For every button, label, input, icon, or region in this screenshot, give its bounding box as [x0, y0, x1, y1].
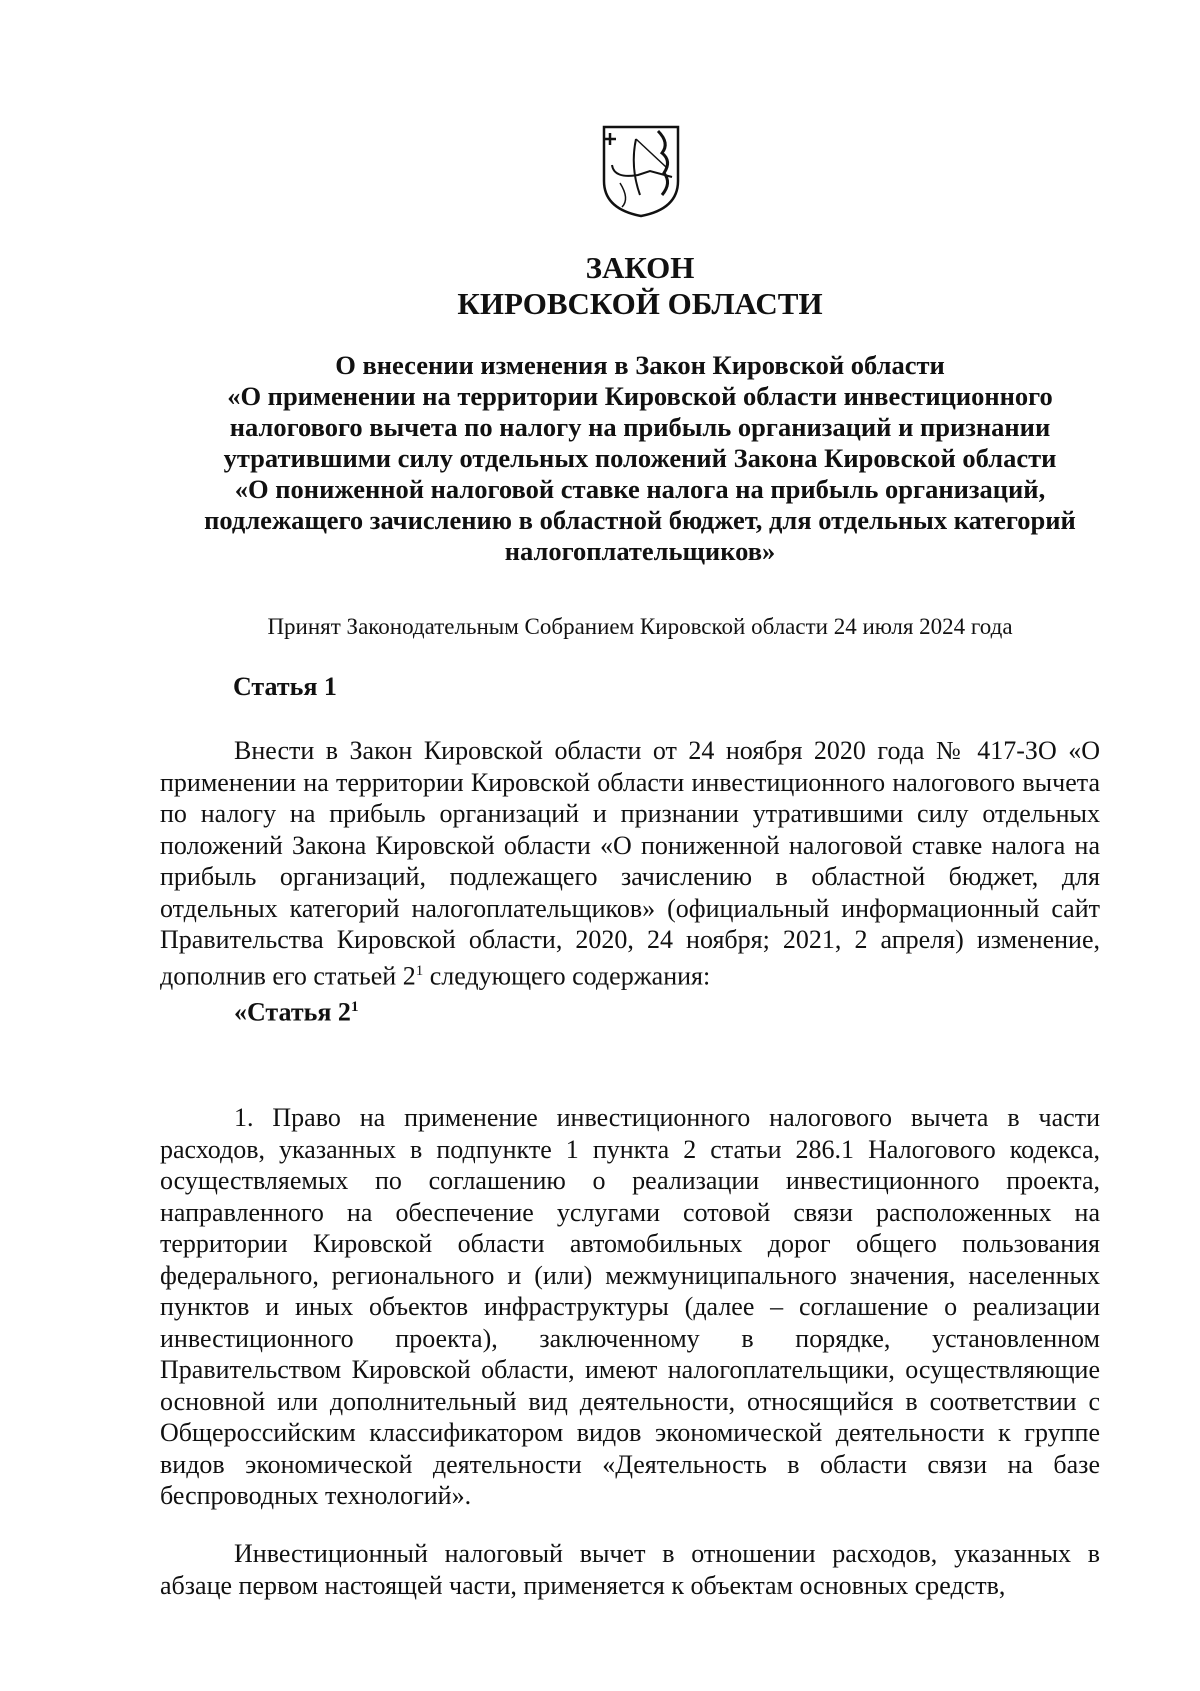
kirov-oblast-coat-of-arms-icon — [600, 123, 682, 219]
subject-line: налогового вычета по налогу на прибыль организаций и признании — [229, 412, 1051, 442]
superscript: 1 — [415, 962, 424, 979]
paragraph-1-text: 1. Право на применение инвестиционного налогового вычета в части расходов, указанных в подпункте 1 пункта 2 статьи 286.1 Налогового кодекса, осуществляемых по соглашению о реализации инвестиционного проекта, направленного на обеспечение услугами сотовой связи расположенных на территории Кировской области автомобильных дорог общего пользования федерального, регионального и (или) межмуниципального значения, населенных пунктов и иных объектов инфраструктуры (далее – соглашение о реализации инвестиционного проекта), заключенному в порядке, установленном Правительством Кировской области, имеют налогоплательщики, осуществляющие основной или дополнительный вид деятельности, относящийся в соответствии с Общероссийским классификатором видов экономической деятельности к группе видов экономической деятельности «Деятельность в области связи на базе беспроводных технологий». — [160, 1103, 1100, 1510]
paragraph-2-text: Инвестиционный налоговый вычет в отношении расходов, указанных в абзаце первом настоящей части, применяется к объектам основных средств, — [160, 1539, 1100, 1600]
article-1-tail-text: следующего содержания: — [423, 961, 711, 991]
article-1-heading: Статья 1 — [233, 672, 337, 701]
subject-line: «О пониженной налоговой ставке налога на прибыль организаций, — [234, 474, 1046, 504]
law-title — [0, 250, 1200, 322]
law-title-line2: КИРОВСКОЙ ОБЛАСТИ — [457, 286, 823, 321]
paragraph-1 — [160, 1102, 1100, 1512]
paragraph-2 — [160, 1538, 1100, 1601]
superscript: 1 — [350, 998, 359, 1015]
new-article-heading-text: «Статья 2 — [234, 997, 351, 1027]
subject-line: подлежащего зачислению в областной бюджет, для отдельных категорий — [204, 505, 1076, 535]
subject-line: О внесении изменения в Закон Кировской области — [335, 350, 945, 380]
law-subject — [0, 350, 1200, 567]
subject-line: «О применении на территории Кировской области инвестиционного — [227, 381, 1053, 411]
article-1-text — [160, 735, 1100, 1028]
adoption-note: Принят Законодательным Собранием Кировской области 24 июля 2024 года — [267, 614, 1013, 639]
law-title-line1: ЗАКОН — [585, 250, 695, 285]
subject-line: налогоплательщиков» — [504, 536, 776, 566]
new-article-heading — [160, 992, 1100, 1028]
article-1-main-text: Внести в Закон Кировской области от 24 ноября 2020 года № 417-ЗО «О применении на территории Кировской области инвестиционного налогового вычета по налогу на прибыль организаций и признании утратившими силу отдельных положений Закона Кировской области «О пониженной налоговой ставке налога на прибыль организаций, подлежащего зачислению в областной бюджет, для отдельных категорий налогоплательщиков» (официальный информационный сайт Правительства Кировской области, 2020, 24 ноября; 2021, 2 апреля) изменение, дополнив его статьей 2 — [160, 736, 1100, 991]
subject-line: утратившими силу отдельных положений Закона Кировской области — [223, 443, 1057, 473]
